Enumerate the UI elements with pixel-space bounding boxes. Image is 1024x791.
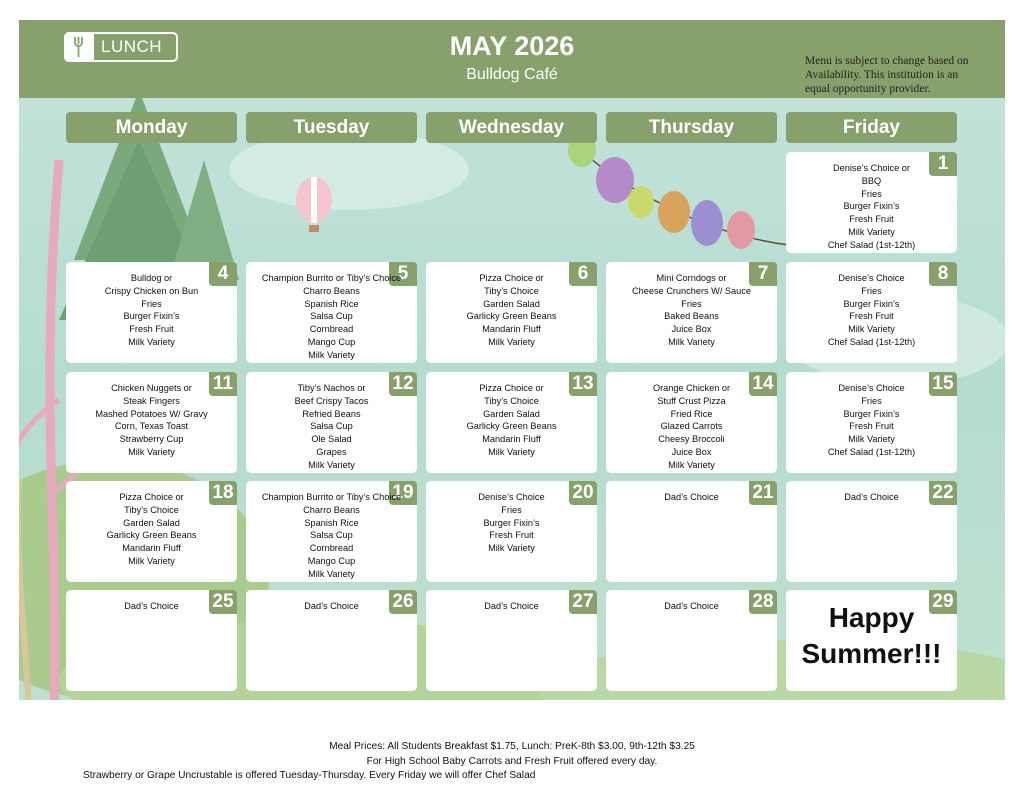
day-number: 18	[209, 481, 237, 505]
menu-item: Burger Fixin’s	[123, 311, 180, 322]
menu-item: Dad’s Choice	[664, 601, 719, 611]
menu-items	[428, 382, 595, 459]
menu-poster	[19, 20, 1005, 700]
menu-item: Milk Variety	[128, 446, 175, 457]
menu-item: Milk Variety	[668, 459, 715, 470]
menu-item: Garden Salad	[123, 517, 180, 528]
menu-item: Fries	[501, 504, 522, 515]
menu-item: Milk Variety	[848, 324, 895, 335]
menu-item: Denise’s Choice	[838, 273, 905, 283]
menu-item: Dad’s Choice	[304, 601, 359, 611]
menu-items	[428, 491, 595, 555]
menu-items	[608, 382, 775, 472]
day-number: 27	[569, 590, 597, 614]
day-number: 28	[749, 590, 777, 614]
menu-item: Beef Crispy Tacos	[294, 395, 369, 406]
menu-items	[428, 600, 595, 613]
menu-items	[68, 272, 235, 349]
day-header-thursday: Thursday	[606, 112, 777, 143]
menu-item: Juice Box	[671, 324, 712, 335]
menu-item: Charro Beans	[303, 504, 360, 515]
menu-item: Dad’s Choice	[124, 601, 179, 611]
day-cell	[66, 262, 237, 363]
menu-item: Chicken Nuggets or	[111, 383, 192, 393]
menu-item: Garden Salad	[483, 408, 540, 419]
menu-item: Stuff Crust Pizza	[657, 395, 726, 406]
menu-item: Dad’s Choice	[844, 492, 899, 502]
menu-items	[248, 600, 415, 613]
menu-item: Denise’s Choice	[478, 492, 545, 502]
menu-items	[68, 382, 235, 459]
day-header-monday: Monday	[66, 112, 237, 143]
menu-item: Dad’s Choice	[664, 492, 719, 502]
menu-items	[608, 491, 775, 504]
day-cell	[66, 590, 237, 691]
day-number: 26	[389, 590, 417, 614]
menu-item: Fresh Fruit	[129, 324, 174, 335]
menu-item: Mini Corndogs or	[656, 273, 727, 283]
header-banner	[19, 20, 1005, 98]
menu-item: Juice Box	[671, 446, 712, 457]
day-cell	[606, 262, 777, 363]
menu-item: Mango Cup	[307, 336, 356, 347]
menu-item: Chef Salad (1st-12th)	[827, 446, 916, 457]
page-subtitle: Bulldog Café	[466, 66, 558, 83]
page-title: MAY 2026	[449, 31, 575, 61]
menu-item: Chef Salad (1st-12th)	[827, 336, 916, 347]
menu-item: Pizza Choice or	[119, 492, 184, 502]
footer-meal-prices: Meal Prices: All Students Breakfast $1.75, Lunch: PreK-8th $3.00, 9th-12th $3.25	[329, 741, 695, 752]
menu-item: Garlicky Green Beans	[466, 421, 557, 432]
menu-item: Charro Beans	[303, 285, 360, 296]
menu-items	[248, 272, 415, 362]
menu-item: Milk Variety	[848, 226, 895, 237]
menu-item: Milk Variety	[128, 555, 175, 566]
menu-item: Ole Salad	[311, 434, 352, 445]
menu-item: Mandarin Fluff	[482, 434, 541, 445]
day-number: 1	[929, 152, 957, 176]
menu-item: Milk Variety	[128, 336, 175, 347]
menu-item: Burger Fixin’s	[843, 298, 900, 309]
day-number: 14	[749, 372, 777, 396]
footer-note-carrots: For High School Baby Carrots and Fresh Fruit offered every day.	[366, 756, 658, 767]
menu-item: Mango Cup	[307, 555, 356, 566]
menu-item: Milk Variety	[668, 336, 715, 347]
menu-item: Glazed Carrots	[660, 421, 723, 432]
menu-item: Mashed Potatoes W/ Gravy	[95, 408, 208, 419]
menu-item: Tiby’s Choice	[124, 504, 179, 515]
menu-item: Fries	[861, 395, 882, 406]
day-number: 19	[389, 481, 417, 505]
menu-item: Tiby’s Nachos or	[297, 383, 366, 393]
menu-item: Fries	[861, 285, 882, 296]
menu-item: Fresh Fruit	[849, 214, 894, 225]
day-cell	[426, 372, 597, 473]
menu-items	[788, 491, 955, 504]
day-cell	[246, 481, 417, 582]
day-cell	[246, 262, 417, 363]
menu-items	[68, 491, 235, 568]
menu-item: Garden Salad	[483, 298, 540, 309]
menu-item: Pizza Choice or	[479, 273, 544, 283]
logo-label: LUNCH	[101, 37, 163, 56]
menu-item: Salsa Cup	[310, 311, 353, 322]
day-cell	[606, 590, 777, 691]
menu-items	[248, 382, 415, 472]
happy-summer-line: Summer!!!	[801, 638, 942, 669]
menu-item: Milk Variety	[488, 446, 535, 457]
menu-item: Salsa Cup	[310, 530, 353, 541]
day-cell	[66, 372, 237, 473]
day-number: 11	[209, 372, 237, 396]
menu-item: Burger Fixin’s	[843, 201, 900, 212]
menu-item: Cheesy Broccoli	[658, 434, 725, 445]
day-number: 5	[389, 262, 417, 286]
menu-item: Spanish Rice	[304, 298, 359, 309]
menu-item: Spanish Rice	[304, 517, 359, 528]
menu-item: Fresh Fruit	[849, 311, 894, 322]
menu-item: Bulldog or	[130, 273, 173, 283]
day-cell	[786, 152, 957, 253]
menu-item: Crispy Chicken on Bun	[104, 285, 199, 296]
day-cell	[66, 481, 237, 582]
day-number: 12	[389, 372, 417, 396]
menu-item: Denise’s Choice	[838, 383, 905, 393]
menu-item: Orange Chicken or	[652, 383, 731, 393]
menu-item: Steak Fingers	[123, 395, 180, 406]
menu-item: Milk Variety	[308, 568, 355, 579]
menu-item: Cornbread	[309, 324, 354, 335]
menu-item: Mandarin Fluff	[122, 543, 181, 554]
day-header-tuesday: Tuesday	[246, 112, 417, 143]
menu-items	[248, 491, 415, 581]
day-number: 8	[929, 262, 957, 286]
menu-item: Pizza Choice or	[479, 383, 544, 393]
menu-item: Burger Fixin’s	[843, 408, 900, 419]
menu-item: Cornbread	[309, 543, 354, 554]
menu-item: Mandarin Fluff	[482, 324, 541, 335]
menu-item: Milk Variety	[848, 434, 895, 445]
menu-item: Cheese Crunchers W/ Sauce	[632, 285, 751, 296]
day-cell	[786, 372, 957, 473]
day-cell	[426, 262, 597, 363]
menu-item: Milk Variety	[488, 336, 535, 347]
menu-item: Fries	[861, 188, 882, 199]
day-cell	[246, 590, 417, 691]
menu-item: Milk Variety	[308, 349, 355, 360]
menu-items	[788, 382, 955, 459]
menu-items	[608, 600, 775, 613]
day-cell	[426, 481, 597, 582]
menu-item: Burger Fixin’s	[483, 517, 540, 528]
menu-items	[428, 272, 595, 349]
menu-item: Fresh Fruit	[489, 530, 534, 541]
menu-items	[608, 272, 775, 349]
menu-items	[68, 600, 235, 613]
day-cell	[786, 262, 957, 363]
menu-item: Champion Burrito or Tiby’s Choice	[261, 273, 402, 283]
menu-item: Strawberry Cup	[119, 434, 184, 445]
happy-summer-message	[786, 600, 957, 672]
menu-item: Salsa Cup	[310, 421, 353, 432]
menu-item: Denise’s Choice or	[833, 163, 910, 173]
day-number: 29	[929, 590, 957, 614]
menu-item: Fries	[681, 298, 702, 309]
day-number: 4	[209, 262, 237, 286]
menu-items	[788, 162, 955, 252]
day-cell	[606, 481, 777, 582]
day-cell	[246, 372, 417, 473]
menu-item: Baked Beans	[664, 311, 719, 322]
day-number: 13	[569, 372, 597, 396]
day-number: 21	[749, 481, 777, 505]
day-header-wednesday: Wednesday	[426, 112, 597, 143]
menu-item: Garlicky Green Beans	[106, 530, 197, 541]
menu-items	[788, 272, 955, 349]
day-header-friday: Friday	[786, 112, 957, 143]
menu-item: Fries	[141, 298, 162, 309]
menu-item: Refried Beans	[302, 408, 361, 419]
day-number: 25	[209, 590, 237, 614]
menu-item: BBQ	[861, 175, 882, 186]
menu-item: Milk Variety	[308, 459, 355, 470]
menu-item: Tiby’s Choice	[484, 395, 539, 406]
day-number: 22	[929, 481, 957, 505]
day-number: 7	[749, 262, 777, 286]
day-cell	[786, 481, 957, 582]
menu-item: Champion Burrito or Tiby’s Choice	[261, 492, 402, 502]
menu-item: Garlicky Green Beans	[466, 311, 557, 322]
footer-note-uncrustable: Strawberry or Grape Uncrustable is offered Tuesday-Thursday. Every Friday we will offer Chef Salad	[83, 770, 536, 781]
day-cell	[426, 590, 597, 691]
day-number: 6	[569, 262, 597, 286]
menu-item: Fresh Fruit	[849, 421, 894, 432]
menu-item: Fried Rice	[670, 408, 713, 419]
menu-item: Tiby’s Choice	[484, 285, 539, 296]
day-number: 20	[569, 481, 597, 505]
day-cell	[606, 372, 777, 473]
menu-item: Chef Salad (1st-12th)	[827, 239, 916, 250]
day-cell	[786, 590, 957, 691]
menu-item: Milk Variety	[488, 543, 535, 554]
disclaimer-text: Menu is subject to change based on Availability. This institution is an equal opportunity provider.	[805, 55, 969, 95]
happy-summer-line: Happy	[828, 602, 915, 633]
menu-item: Dad’s Choice	[484, 601, 539, 611]
menu-item: Corn, Texas Toast	[114, 421, 189, 432]
day-number: 15	[929, 372, 957, 396]
menu-item: Grapes	[316, 446, 347, 457]
